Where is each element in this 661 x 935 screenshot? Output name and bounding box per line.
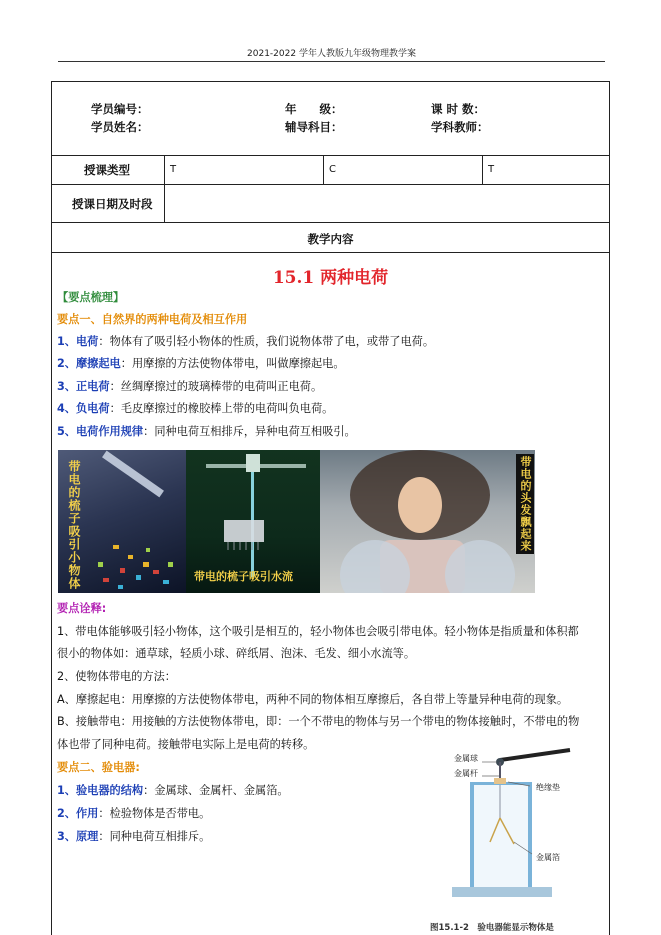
- photo-caption-2: 带电的梳子吸引水流: [194, 570, 293, 583]
- photo-comb-paper: [58, 450, 186, 593]
- lesson-title: 15.1 两种电荷: [272, 268, 389, 288]
- list-item: 1、电荷：物体有了吸引轻小物体的性质，我们说物体带了电，或带了电荷。: [57, 335, 435, 348]
- header-rule: [58, 61, 605, 62]
- lesson-type-c: C: [329, 164, 336, 175]
- lesson-date-label: 授课日期及时段: [72, 197, 153, 211]
- paragraph: 1、带电体能够吸引轻小物体，这个吸引是相互的，轻小物体也会吸引带电体。轻小物体是指质量和体积都: [57, 625, 579, 638]
- lesson-type-t2: T: [488, 164, 495, 175]
- photo-caption-1: 带电的梳子吸引小物体: [67, 460, 81, 590]
- section-heading-1: 要点一、自然界的两种电荷及相互作用: [57, 313, 248, 326]
- section-tag: 【要点梳理】: [57, 291, 125, 304]
- figure-caption: 图15.1-2 验电器能显示物体是: [430, 923, 554, 933]
- paragraph: 体也带了同种电荷。接触带电实际上是电荷的转移。: [57, 738, 315, 751]
- hours-label: 课 时 数：: [431, 102, 486, 116]
- section-heading-notes: 要点诠释:: [57, 602, 107, 615]
- table-col-divider: [164, 155, 165, 222]
- table-divider: [51, 184, 610, 185]
- subject-label: 辅导科目：: [285, 120, 343, 134]
- label-metal-foil: 金属箔: [536, 853, 560, 862]
- student-name-label: 学员姓名：: [91, 120, 149, 134]
- photo-caption-3: 带电的头发飘起来: [516, 454, 534, 554]
- label-metal-rod: 金属杆: [454, 769, 478, 778]
- table-col-divider: [482, 155, 483, 184]
- list-item: 5、电荷作用规律：同种电荷互相排斥，异种电荷互相吸引。: [57, 425, 356, 438]
- list-item: 3、原理：同种电荷互相排斥。: [57, 830, 211, 843]
- page-header: 2021-2022 学年人教版九年级物理教学案: [247, 49, 416, 59]
- paragraph: 很小的物体如：通草球，轻质小球、碎纸屑、泡沫、毛发、细小水流等。: [57, 647, 416, 660]
- list-item: 2、作用：检验物体是否带电。: [57, 807, 211, 820]
- electroscope-figure: [430, 742, 580, 902]
- hair-illustration: [320, 450, 535, 593]
- list-item: 1、验电器的结构：金属球、金属杆、金属箔。: [57, 784, 289, 797]
- label-metal-ball: 金属球: [454, 754, 478, 763]
- label-insulator: 绝缘垫: [536, 783, 560, 792]
- list-item: 3、正电荷：丝绸摩擦过的玻璃棒带的电荷叫正电荷。: [57, 380, 323, 393]
- photo-hair: [320, 450, 535, 593]
- grade-label: 年 级：: [285, 102, 343, 116]
- teacher-label: 学科教师：: [431, 120, 489, 134]
- table-col-divider: [323, 155, 324, 184]
- list-item: 2、摩擦起电：用摩擦的方法使物体带电，叫做摩擦起电。: [57, 357, 345, 370]
- paragraph: B、接触带电：用接触的方法使物体带电，即：一个不带电的物体与另一个带电的物体接触时，不带电的物: [57, 715, 580, 728]
- list-item: 4、负电荷：毛皮摩擦过的橡胶棒上带的电荷叫负电荷。: [57, 402, 334, 415]
- table-divider: [51, 222, 610, 223]
- table-divider: [51, 155, 610, 156]
- lesson-type-t1: T: [170, 164, 177, 175]
- lesson-type-label: 授课类型: [84, 163, 130, 177]
- content-heading: 教学内容: [307, 232, 354, 246]
- section-heading-2: 要点二、验电器:: [57, 761, 140, 774]
- paragraph: 2、使物体带电的方法：: [57, 670, 176, 683]
- table-divider: [51, 252, 610, 253]
- photo-comb-water: [186, 450, 320, 593]
- student-no-label: 学员编号：: [91, 102, 149, 116]
- paragraph: A、摩擦起电：用摩擦的方法使物体带电，两种不同的物体相互摩擦后，各自带上等量异种电荷的现象。: [57, 693, 569, 706]
